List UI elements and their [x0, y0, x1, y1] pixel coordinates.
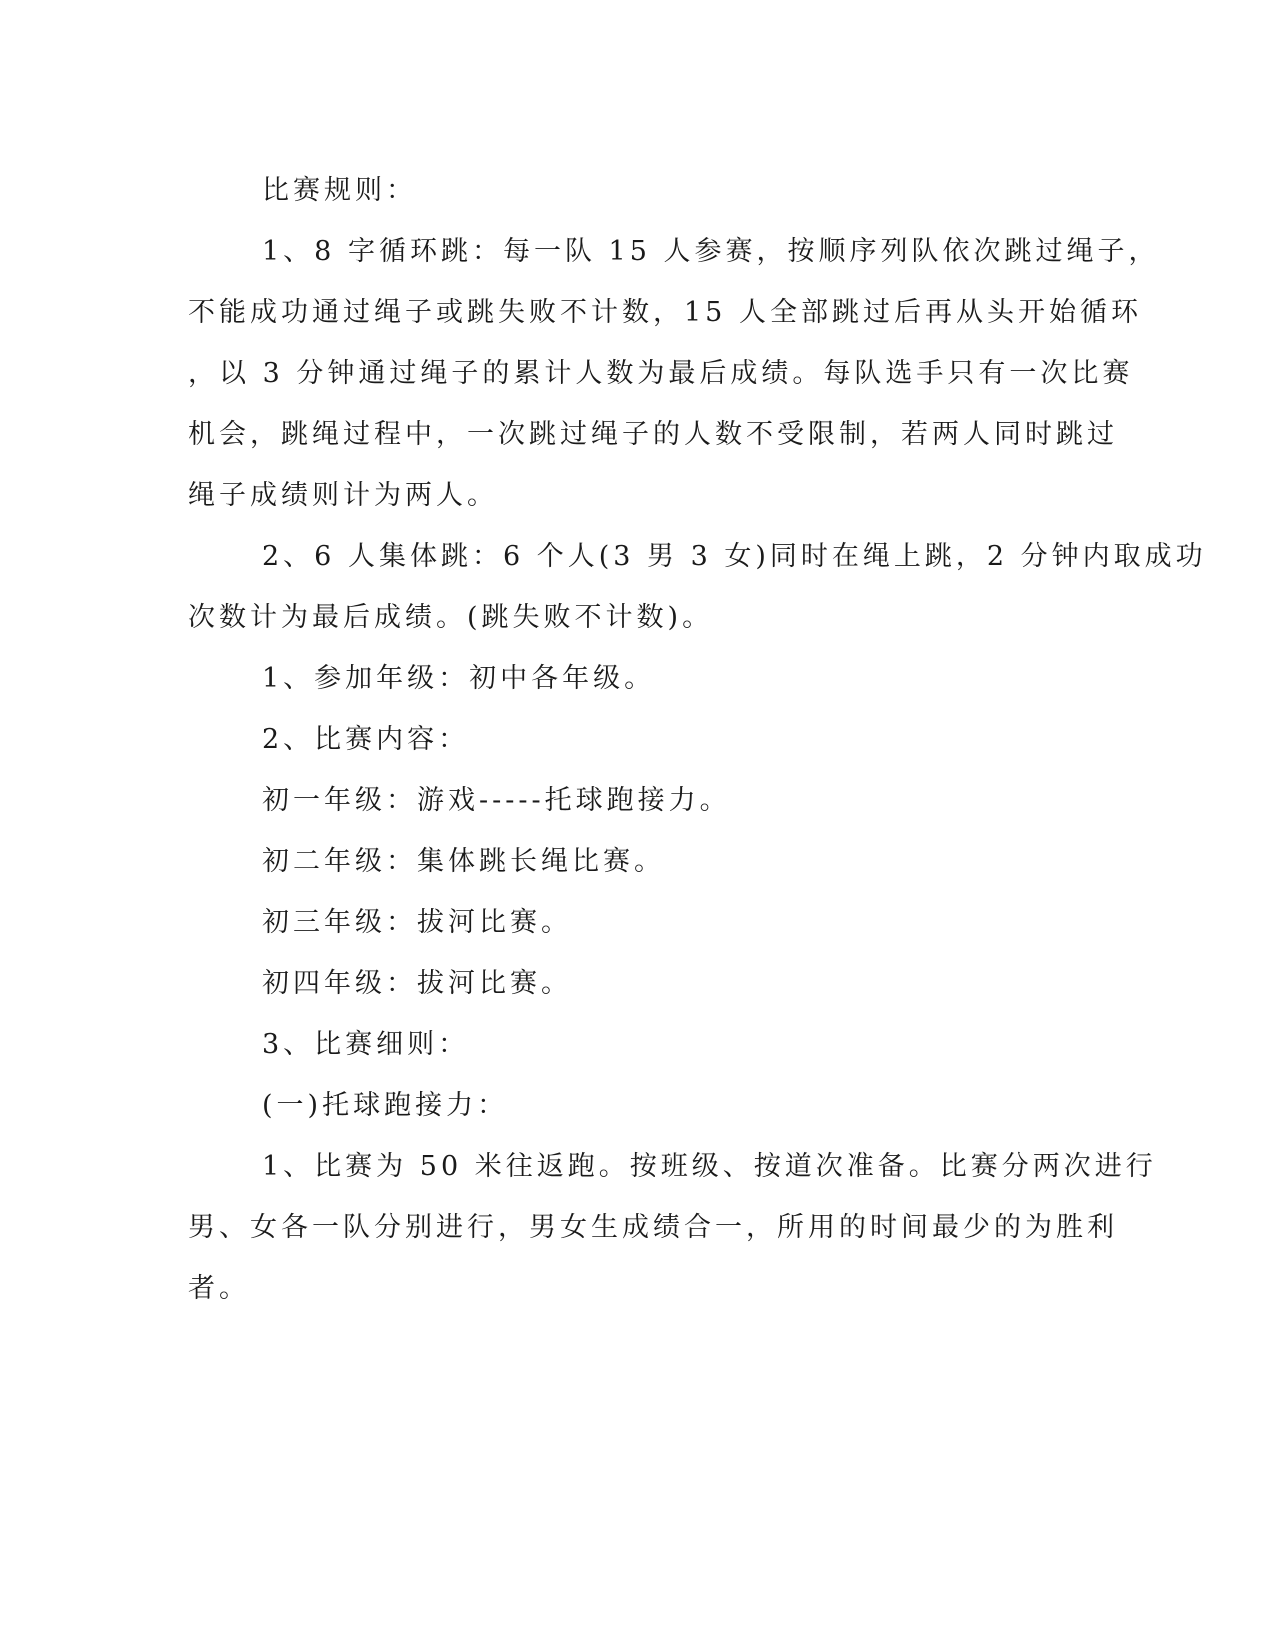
document-body — [188, 160, 1207, 1319]
paragraph-line: 1、参加年级：初中各年级。 — [262, 663, 656, 694]
paragraph-line: 次数计为最后成绩。(跳失败不计数)。 — [188, 602, 714, 633]
paragraph-line: 1、8 字循环跳：每一队 15 人参赛，按顺序列队依次跳过绳子， — [262, 236, 1160, 267]
paragraph-line: (一)托球跑接力： — [262, 1090, 509, 1121]
paragraph-line: 2、比赛内容： — [262, 724, 470, 755]
paragraph-line: ，以 3 分钟通过绳子的累计人数为最后成绩。每队选手只有一次比赛 — [188, 358, 1134, 389]
paragraph-line: 机会，跳绳过程中，一次跳过绳子的人数不受限制，若两人同时跳过 — [188, 419, 1118, 450]
paragraph-line: 绳子成绩则计为两人。 — [188, 480, 498, 511]
paragraph-line: 初二年级：集体跳长绳比赛。 — [262, 846, 665, 877]
paragraph-line: 者。 — [188, 1273, 250, 1304]
paragraph-line: 初三年级：拔河比赛。 — [262, 907, 572, 938]
section-heading-rules: 比赛规则： — [262, 175, 417, 206]
paragraph-line: 初一年级：游戏-----托球跑接力。 — [262, 785, 731, 816]
paragraph-line: 男、女各一队分别进行，男女生成绩合一，所用的时间最少的为胜利 — [188, 1212, 1118, 1243]
paragraph-line: 初四年级：拔河比赛。 — [262, 968, 572, 999]
paragraph-line: 1、比赛为 50 米往返跑。按班级、按道次准备。比赛分两次进行 — [262, 1151, 1157, 1182]
paragraph-line: 不能成功通过绳子或跳失败不计数，15 人全部跳过后再从头开始循环 — [188, 297, 1142, 328]
paragraph-line: 2、6 人集体跳：6 个人(3 男 3 女)同时在绳上跳，2 分钟内取成功 — [262, 541, 1207, 572]
paragraph-line: 3、比赛细则： — [262, 1029, 470, 1060]
